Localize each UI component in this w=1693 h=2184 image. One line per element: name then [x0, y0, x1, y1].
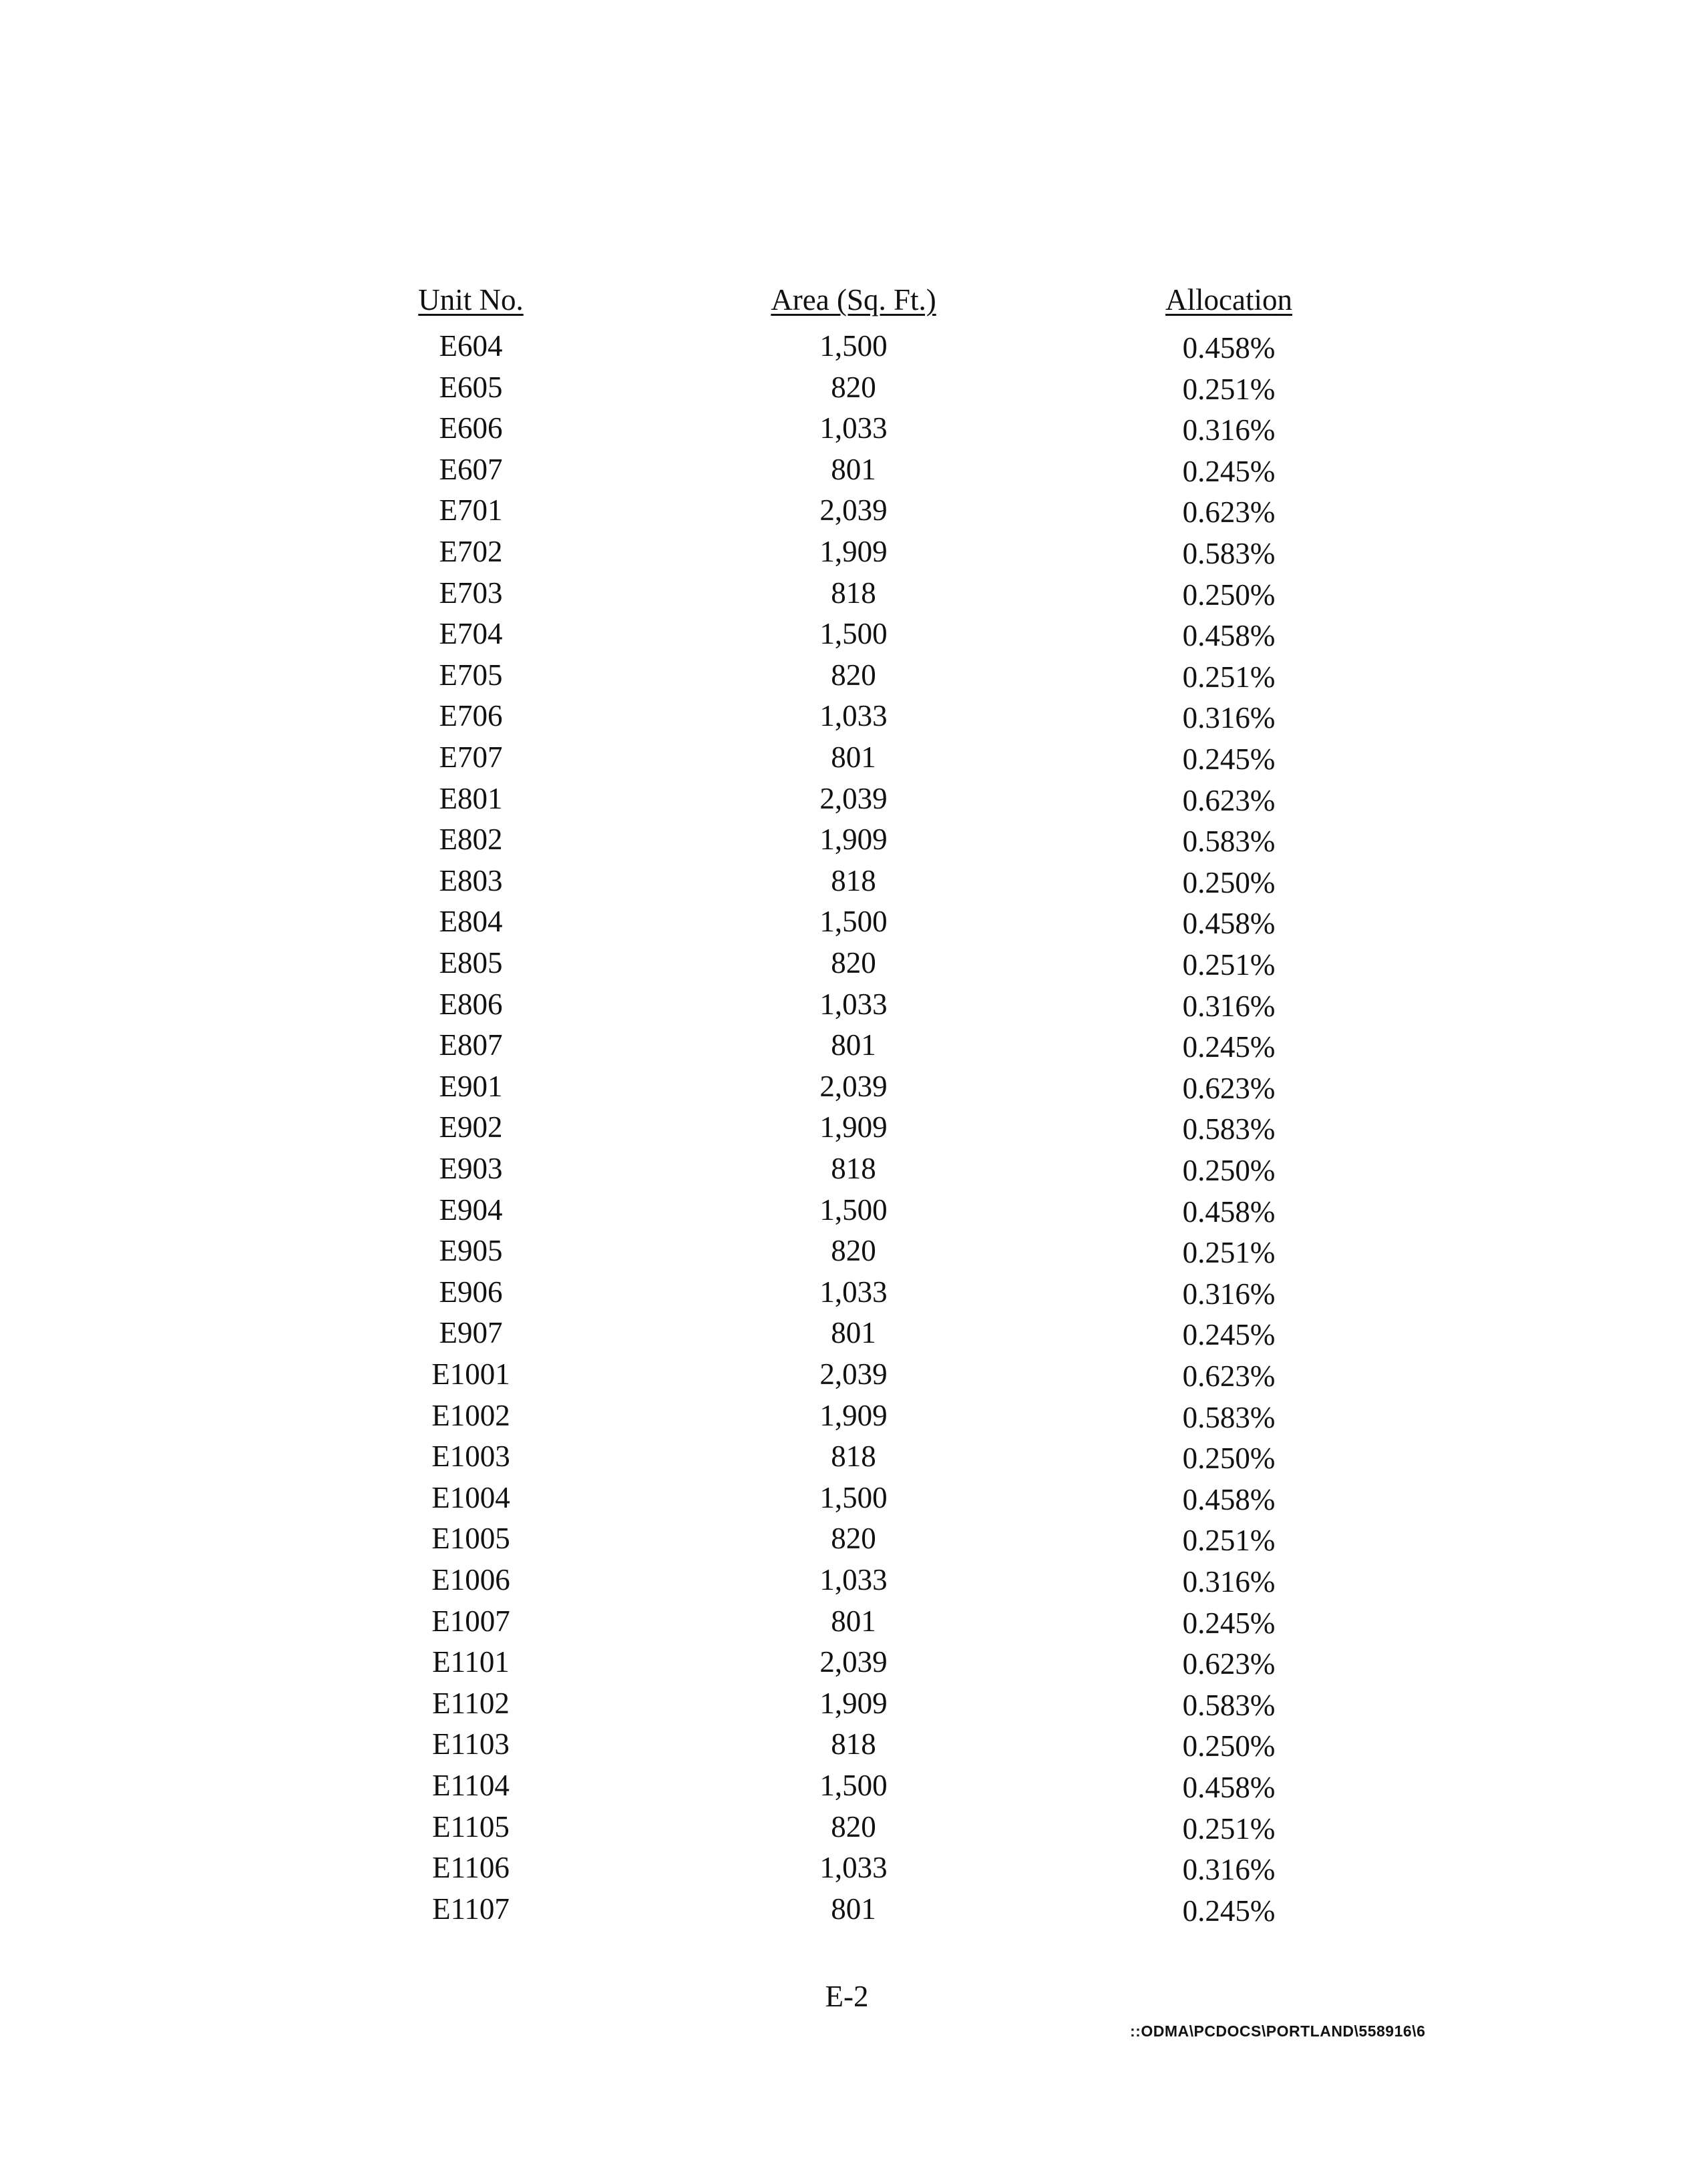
- cell-allocation: 0.251%: [1182, 372, 1276, 406]
- cell-allocation: 0.316%: [1182, 701, 1276, 735]
- cell-area: 2,039: [819, 1357, 888, 1391]
- cell-allocation: 0.250%: [1182, 1729, 1276, 1763]
- cell-unit: E606: [439, 411, 503, 445]
- header-allocation: Allocation: [1165, 283, 1292, 316]
- cell-area: 1,500: [819, 1769, 888, 1802]
- cell-allocation: 0.251%: [1182, 660, 1276, 694]
- header-area: Area (Sq. Ft.): [771, 283, 936, 316]
- cell-unit: E605: [439, 370, 503, 404]
- cell-area: 1,909: [819, 535, 888, 568]
- cell-allocation: 0.316%: [1182, 1853, 1276, 1887]
- cell-allocation: 0.250%: [1182, 865, 1276, 899]
- cell-area: 820: [831, 946, 876, 979]
- cell-area: 801: [831, 1604, 876, 1638]
- cell-unit: E1007: [431, 1604, 510, 1638]
- cell-area: 801: [831, 1892, 876, 1926]
- cell-allocation: 0.458%: [1182, 907, 1276, 941]
- cell-area: 818: [831, 1727, 876, 1761]
- cell-unit: E806: [439, 987, 503, 1021]
- cell-unit: E706: [439, 699, 503, 733]
- cell-area: 820: [831, 1522, 876, 1556]
- cell-unit: E1103: [432, 1727, 510, 1761]
- cell-area: 820: [831, 370, 876, 404]
- cell-unit: E1005: [431, 1522, 510, 1556]
- cell-area: 801: [831, 452, 876, 486]
- cell-unit: E1003: [431, 1440, 510, 1474]
- cell-allocation: 0.316%: [1182, 1565, 1276, 1598]
- cell-unit: E903: [439, 1152, 503, 1185]
- cell-unit: E1002: [431, 1398, 510, 1432]
- cell-area: 1,909: [819, 823, 888, 857]
- cell-area: 2,039: [819, 781, 888, 815]
- cell-area: 1,033: [819, 987, 888, 1021]
- cell-area: 818: [831, 863, 876, 897]
- cell-area: 1,033: [819, 411, 888, 445]
- cell-unit: E1106: [432, 1851, 510, 1885]
- cell-unit: E801: [439, 781, 503, 815]
- cell-allocation: 0.250%: [1182, 1442, 1276, 1476]
- cell-unit: E707: [439, 740, 503, 774]
- cell-allocation: 0.245%: [1182, 454, 1276, 488]
- cell-area: 2,039: [819, 1645, 888, 1679]
- cell-area: 1,033: [819, 1275, 888, 1309]
- cell-area: 1,909: [819, 1398, 888, 1432]
- cell-area: 820: [831, 1234, 876, 1268]
- cell-unit: E1102: [432, 1686, 510, 1720]
- cell-unit: E702: [439, 535, 503, 568]
- cell-area: 801: [831, 740, 876, 774]
- cell-area: 1,033: [819, 699, 888, 733]
- cell-area: 820: [831, 1809, 876, 1843]
- cell-allocation: 0.245%: [1182, 1894, 1276, 1928]
- cell-allocation: 0.583%: [1182, 825, 1276, 859]
- cell-area: 818: [831, 576, 876, 610]
- cell-allocation: 0.458%: [1182, 1194, 1276, 1229]
- cell-allocation: 0.458%: [1182, 1482, 1276, 1516]
- header-unit-no: Unit No.: [418, 283, 524, 316]
- cell-allocation: 0.623%: [1182, 783, 1276, 817]
- cell-allocation: 0.316%: [1182, 989, 1276, 1023]
- cell-area: 1,500: [819, 1480, 888, 1514]
- cell-area: 820: [831, 658, 876, 692]
- cell-allocation: 0.583%: [1182, 1400, 1276, 1434]
- cell-allocation: 0.623%: [1182, 1071, 1276, 1105]
- cell-unit: E907: [439, 1316, 503, 1350]
- cell-allocation: 0.251%: [1182, 948, 1276, 981]
- cell-area: 1,500: [819, 905, 888, 939]
- cell-unit: E1107: [432, 1892, 510, 1926]
- cell-allocation: 0.251%: [1182, 1811, 1276, 1845]
- cell-allocation: 0.316%: [1182, 1277, 1276, 1311]
- cell-unit: E902: [439, 1110, 503, 1144]
- cell-allocation: 0.623%: [1182, 1359, 1276, 1393]
- cell-area: 818: [831, 1152, 876, 1185]
- cell-unit: E704: [439, 617, 503, 651]
- cell-area: 1,500: [819, 329, 888, 363]
- cell-unit: E901: [439, 1069, 503, 1103]
- cell-area: 1,500: [819, 617, 888, 651]
- cell-allocation: 0.458%: [1182, 1771, 1276, 1804]
- cell-allocation: 0.250%: [1182, 578, 1276, 612]
- cell-unit: E1101: [432, 1645, 510, 1679]
- cell-area: 818: [831, 1440, 876, 1474]
- cell-allocation: 0.583%: [1182, 1688, 1276, 1722]
- cell-area: 2,039: [819, 1069, 888, 1103]
- page-number: E-2: [825, 1980, 869, 2013]
- cell-allocation: 0.583%: [1182, 1112, 1276, 1146]
- cell-unit: E802: [439, 823, 503, 857]
- cell-allocation: 0.623%: [1182, 1647, 1276, 1681]
- cell-area: 1,909: [819, 1686, 888, 1720]
- cell-area: 1,500: [819, 1192, 888, 1227]
- cell-allocation: 0.251%: [1182, 1524, 1276, 1558]
- cell-area: 2,039: [819, 493, 888, 527]
- cell-allocation: 0.245%: [1182, 742, 1276, 776]
- cell-unit: E805: [439, 946, 503, 979]
- cell-allocation: 0.245%: [1182, 1318, 1276, 1352]
- cell-unit: E1105: [432, 1809, 510, 1843]
- cell-area: 801: [831, 1316, 876, 1350]
- cell-unit: E904: [439, 1192, 503, 1227]
- cell-allocation: 0.623%: [1182, 495, 1276, 529]
- cell-unit: E906: [439, 1275, 503, 1309]
- cell-area: 1,033: [819, 1851, 888, 1885]
- cell-unit: E1001: [431, 1357, 510, 1391]
- cell-area: 1,033: [819, 1563, 888, 1596]
- cell-allocation: 0.251%: [1182, 1236, 1276, 1270]
- cell-unit: E701: [439, 493, 503, 527]
- cell-allocation: 0.458%: [1182, 331, 1276, 365]
- document-path: ::ODMA\PCDOCS\PORTLAND\558916\6: [1130, 2022, 1426, 2040]
- cell-unit: E705: [439, 658, 503, 692]
- cell-unit: E607: [439, 452, 503, 486]
- cell-unit: E703: [439, 576, 503, 610]
- cell-unit: E804: [439, 905, 503, 939]
- cell-allocation: 0.458%: [1182, 619, 1276, 653]
- cell-area: 801: [831, 1028, 876, 1062]
- cell-allocation: 0.583%: [1182, 537, 1276, 570]
- cell-unit: E803: [439, 863, 503, 897]
- cell-allocation: 0.250%: [1182, 1154, 1276, 1187]
- cell-unit: E1104: [432, 1769, 510, 1802]
- cell-allocation: 0.245%: [1182, 1030, 1276, 1064]
- cell-allocation: 0.316%: [1182, 413, 1276, 447]
- cell-unit: E1006: [431, 1563, 510, 1596]
- cell-area: 1,909: [819, 1110, 888, 1144]
- cell-unit: E604: [439, 329, 503, 363]
- cell-unit: E1004: [431, 1480, 510, 1514]
- cell-unit: E807: [439, 1028, 503, 1062]
- cell-unit: E905: [439, 1234, 503, 1268]
- cell-allocation: 0.245%: [1182, 1606, 1276, 1640]
